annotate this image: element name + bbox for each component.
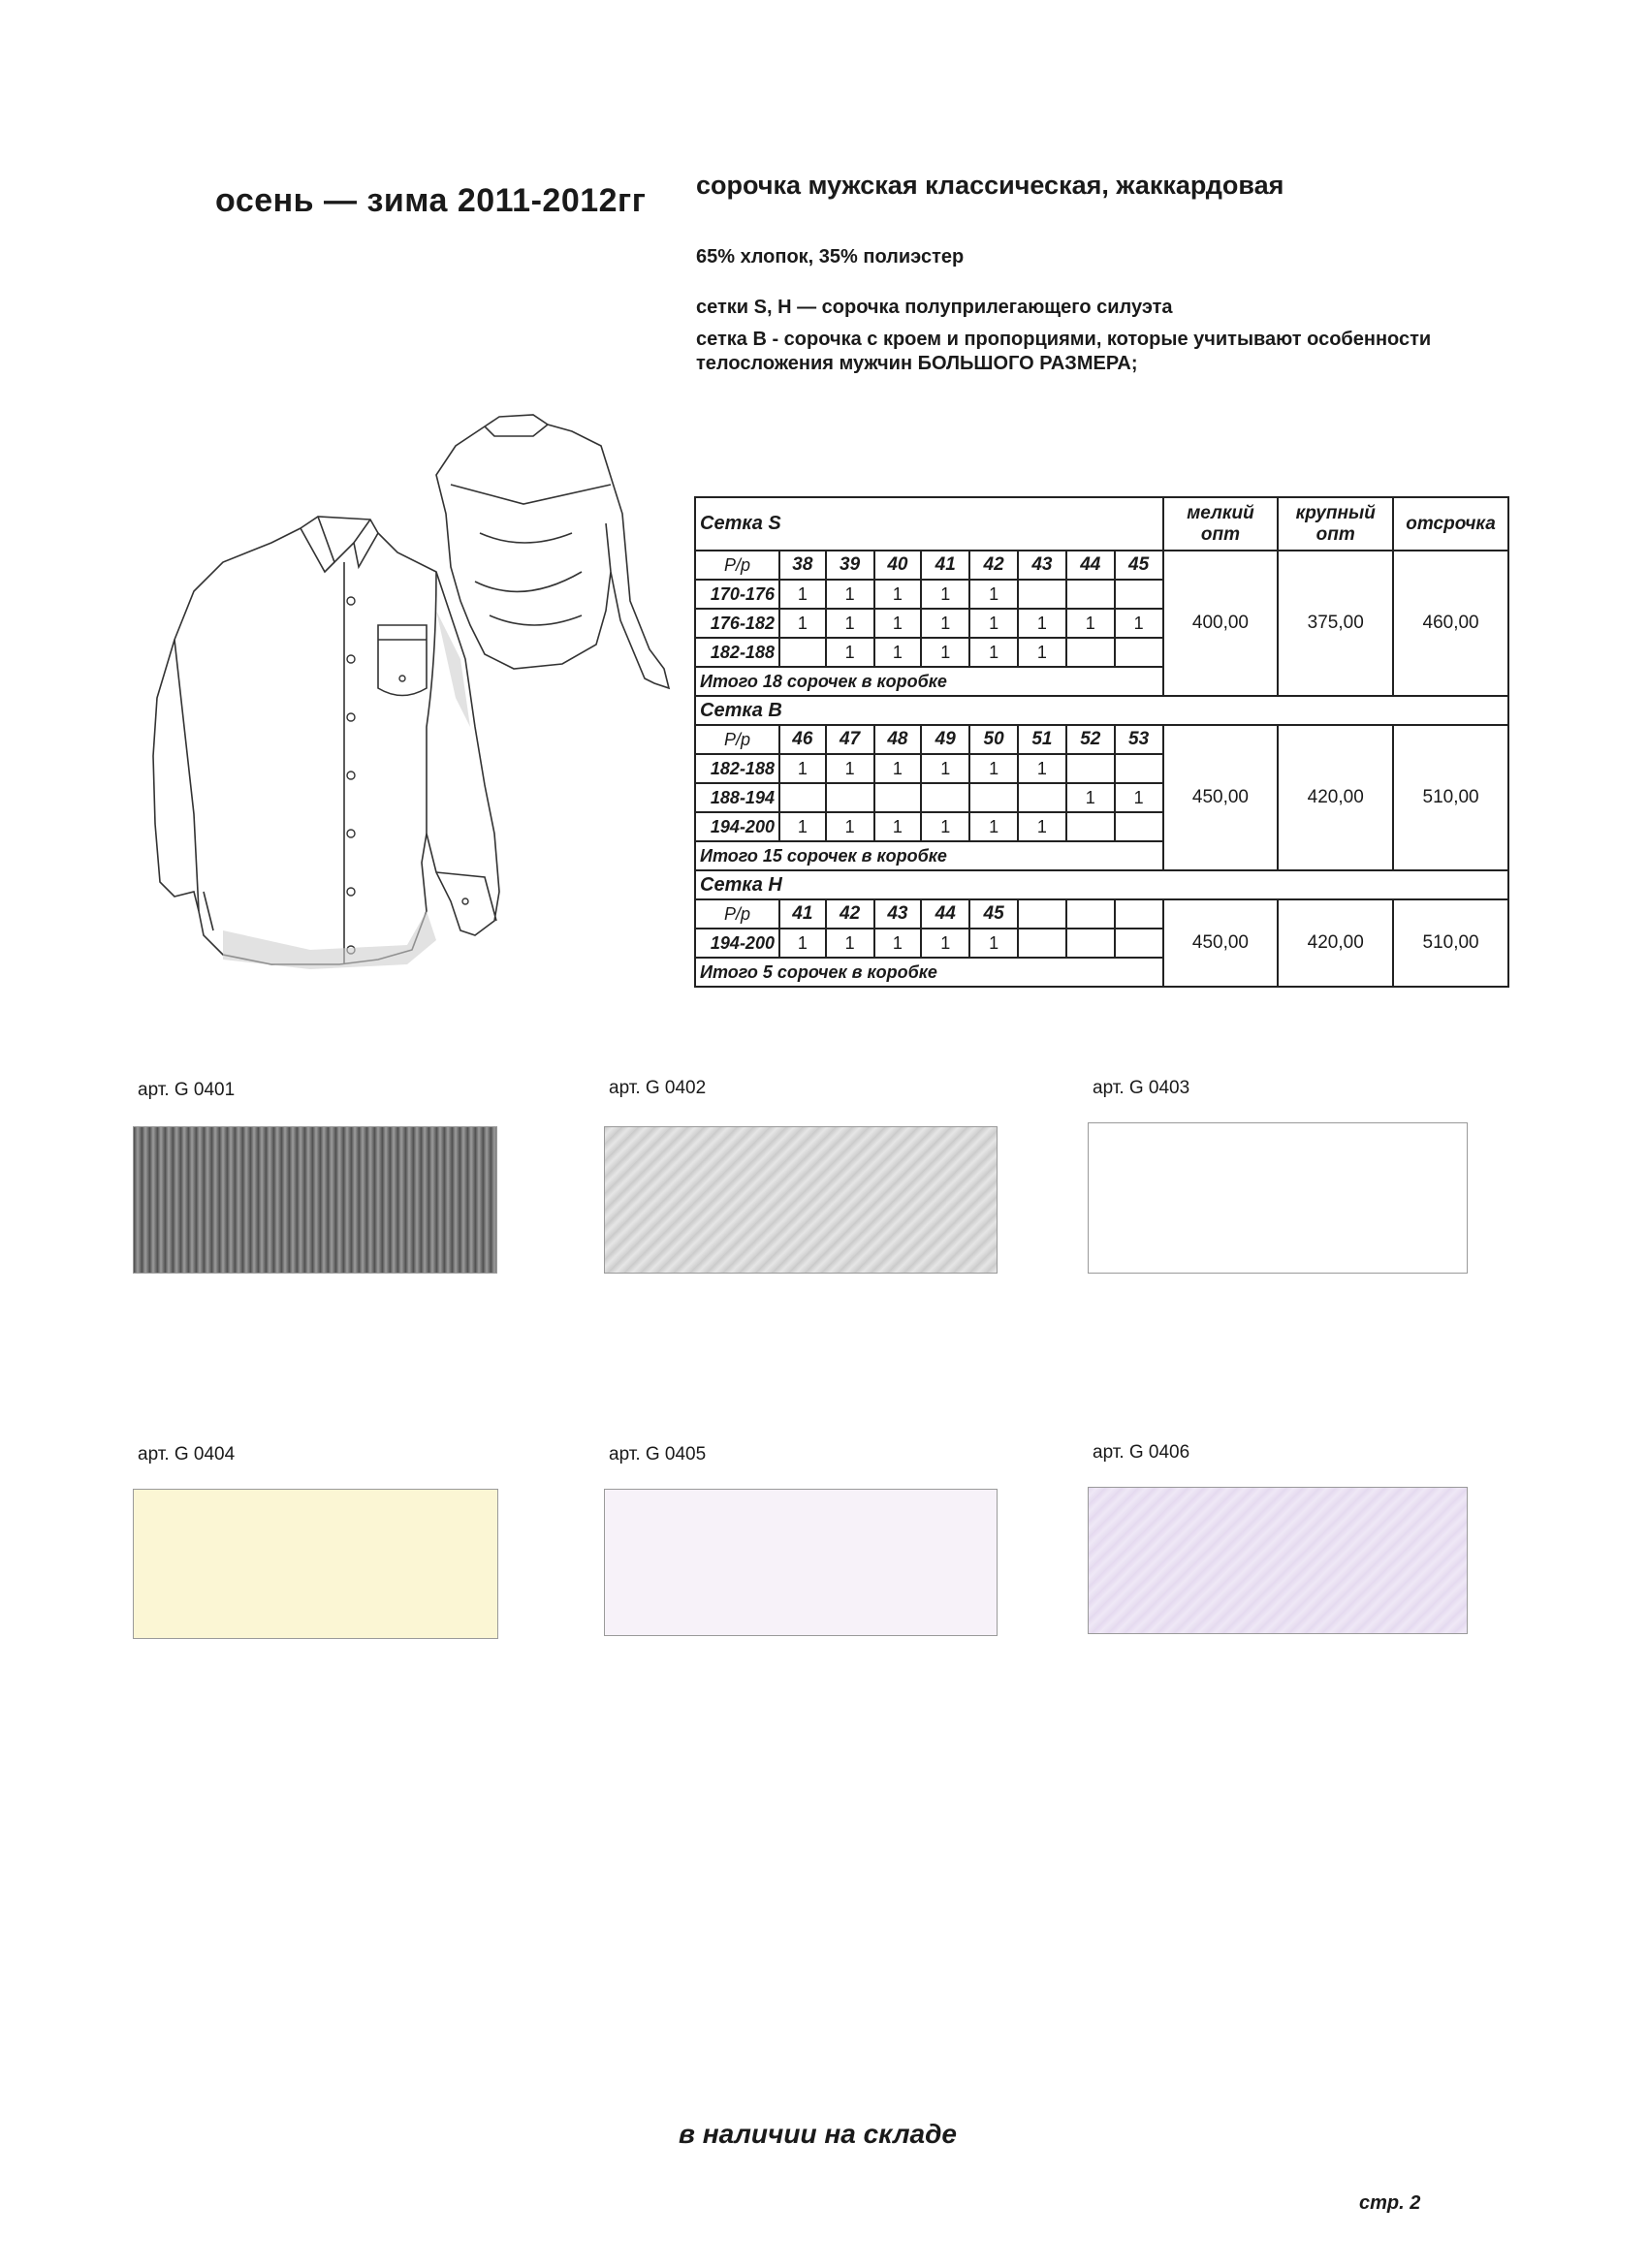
qty-cell: 1 — [826, 580, 874, 609]
qty-cell: 1 — [1066, 609, 1115, 638]
qty-cell: 1 — [874, 609, 922, 638]
deferred-header: отсрочка — [1393, 497, 1508, 551]
size-cell: 39 — [826, 551, 874, 580]
grid-b-large-price: 420,00 — [1278, 725, 1393, 870]
qty-cell: 1 — [921, 638, 969, 667]
qty-cell — [969, 783, 1018, 812]
qty-cell — [1115, 929, 1163, 958]
size-cell: 41 — [921, 551, 969, 580]
size-cell: 51 — [1018, 725, 1066, 754]
height-label: 182-188 — [695, 638, 779, 667]
qty-cell: 1 — [826, 754, 874, 783]
qty-cell — [1115, 812, 1163, 841]
grid-sh-note: сетки S, H — сорочка полуприлегающего силуэта — [696, 297, 1173, 318]
qty-cell: 1 — [921, 929, 969, 958]
height-label: 194-200 — [695, 929, 779, 958]
large-wholesale-header: крупный опт — [1278, 497, 1393, 551]
size-cell: 43 — [874, 899, 922, 929]
size-cell: 48 — [874, 725, 922, 754]
size-cell: 45 — [969, 899, 1018, 929]
qty-cell: 1 — [969, 929, 1018, 958]
grid-b-title: Сетка B — [695, 696, 1508, 725]
qty-cell — [1115, 580, 1163, 609]
height-label: 182-188 — [695, 754, 779, 783]
qty-cell: 1 — [1018, 638, 1066, 667]
grid-s-large-price: 375,00 — [1278, 551, 1393, 696]
fabric-swatch-g0401 — [133, 1126, 497, 1274]
size-cell: 52 — [1066, 725, 1115, 754]
size-cell: 46 — [779, 725, 826, 754]
size-cell — [1115, 899, 1163, 929]
fabric-swatch-g0406 — [1088, 1487, 1468, 1634]
height-label: 188-194 — [695, 783, 779, 812]
size-cell: 49 — [921, 725, 969, 754]
qty-cell: 1 — [779, 929, 826, 958]
size-cell: 45 — [1115, 551, 1163, 580]
small-wholesale-header: мелкий опт — [1163, 497, 1279, 551]
qty-cell: 1 — [969, 638, 1018, 667]
swatch-label: арт. G 0402 — [609, 1078, 707, 1098]
swatch-label: арт. G 0405 — [609, 1444, 707, 1465]
qty-cell: 1 — [969, 609, 1018, 638]
grid-h-total: Итого 5 сорочек в коробке — [695, 958, 1163, 987]
grid-b-deferred-price: 510,00 — [1393, 725, 1508, 870]
grid-s-rp: P/p — [695, 551, 779, 580]
product-title: сорочка мужская классическая, жаккардовая — [696, 171, 1284, 200]
qty-cell: 1 — [874, 929, 922, 958]
qty-cell: 1 — [874, 638, 922, 667]
qty-cell — [1066, 638, 1115, 667]
qty-cell: 1 — [969, 754, 1018, 783]
size-cell: 41 — [779, 899, 826, 929]
qty-cell — [779, 783, 826, 812]
grid-b-note-line2: телосложения мужчин БОЛЬШОГО РАЗМЕРА; — [696, 353, 1138, 374]
qty-cell: 1 — [826, 638, 874, 667]
size-cell: 42 — [969, 551, 1018, 580]
page-number: стр. 2 — [1359, 2192, 1421, 2214]
grid-h-small-price: 450,00 — [1163, 899, 1279, 987]
fabric-swatch-g0405 — [604, 1489, 998, 1636]
qty-cell: 1 — [921, 754, 969, 783]
size-cell — [1018, 899, 1066, 929]
qty-cell — [1066, 754, 1115, 783]
fabric-swatch-g0403 — [1088, 1122, 1468, 1274]
qty-cell: 1 — [1115, 609, 1163, 638]
qty-cell — [1066, 580, 1115, 609]
qty-cell: 1 — [874, 580, 922, 609]
qty-cell: 1 — [826, 609, 874, 638]
size-cell: 47 — [826, 725, 874, 754]
swatch-label: арт. G 0401 — [138, 1080, 236, 1100]
grid-s-deferred-price: 460,00 — [1393, 551, 1508, 696]
qty-cell: 1 — [826, 812, 874, 841]
qty-cell — [1018, 783, 1066, 812]
size-cell: 38 — [779, 551, 826, 580]
qty-cell: 1 — [1018, 812, 1066, 841]
swatch-label: арт. G 0404 — [138, 1444, 236, 1465]
grid-b-small-price: 450,00 — [1163, 725, 1279, 870]
fabric-swatch-g0404 — [133, 1489, 498, 1639]
qty-cell: 1 — [921, 580, 969, 609]
height-label: 170-176 — [695, 580, 779, 609]
qty-cell — [1018, 929, 1066, 958]
qty-cell: 1 — [779, 609, 826, 638]
size-cell: 42 — [826, 899, 874, 929]
qty-cell — [1066, 812, 1115, 841]
fabric-swatch-g0402 — [604, 1126, 998, 1274]
swatch-label: арт. G 0406 — [1093, 1442, 1190, 1463]
swatch-label: арт. G 0403 — [1093, 1078, 1190, 1098]
composition-text: 65% хлопок, 35% полиэстер — [696, 246, 965, 268]
grid-h-title: Сетка H — [695, 870, 1508, 899]
qty-cell: 1 — [1018, 609, 1066, 638]
grid-b-total: Итого 15 сорочек в коробке — [695, 841, 1163, 870]
qty-cell — [1018, 580, 1066, 609]
qty-cell — [921, 783, 969, 812]
qty-cell: 1 — [1115, 783, 1163, 812]
qty-cell: 1 — [874, 812, 922, 841]
grid-s-total: Итого 18 сорочек в коробке — [695, 667, 1163, 696]
grid-h-deferred-price: 510,00 — [1393, 899, 1508, 987]
height-label: 176-182 — [695, 609, 779, 638]
grid-b-note-line1: сетка B - сорочка с кроем и пропорциями, которые учитывают особенности — [696, 329, 1432, 350]
size-cell: 43 — [1018, 551, 1066, 580]
qty-cell: 1 — [1018, 754, 1066, 783]
qty-cell: 1 — [779, 580, 826, 609]
qty-cell: 1 — [826, 929, 874, 958]
size-cell: 44 — [921, 899, 969, 929]
qty-cell — [779, 638, 826, 667]
grid-s-small-price: 400,00 — [1163, 551, 1279, 696]
shirt-illustration — [116, 407, 688, 989]
qty-cell: 1 — [874, 754, 922, 783]
qty-cell: 1 — [969, 812, 1018, 841]
grid-h-rp: P/p — [695, 899, 779, 929]
size-cell — [1066, 899, 1115, 929]
grid-h-large-price: 420,00 — [1278, 899, 1393, 987]
qty-cell: 1 — [1066, 783, 1115, 812]
grid-s-title: Сетка S — [695, 497, 1163, 551]
qty-cell — [1066, 929, 1115, 958]
qty-cell: 1 — [921, 609, 969, 638]
qty-cell: 1 — [779, 812, 826, 841]
qty-cell: 1 — [921, 812, 969, 841]
height-label: 194-200 — [695, 812, 779, 841]
grid-b-rp: P/p — [695, 725, 779, 754]
qty-cell — [826, 783, 874, 812]
qty-cell — [874, 783, 922, 812]
size-grid-table — [694, 496, 1509, 988]
qty-cell — [1115, 754, 1163, 783]
size-cell: 53 — [1115, 725, 1163, 754]
stock-note: в наличии на складе — [679, 2119, 957, 2149]
size-cell: 44 — [1066, 551, 1115, 580]
season-title: осень — зима 2011-2012гг — [215, 182, 647, 219]
qty-cell: 1 — [969, 580, 1018, 609]
qty-cell — [1115, 638, 1163, 667]
size-cell: 50 — [969, 725, 1018, 754]
size-cell: 40 — [874, 551, 922, 580]
qty-cell: 1 — [779, 754, 826, 783]
